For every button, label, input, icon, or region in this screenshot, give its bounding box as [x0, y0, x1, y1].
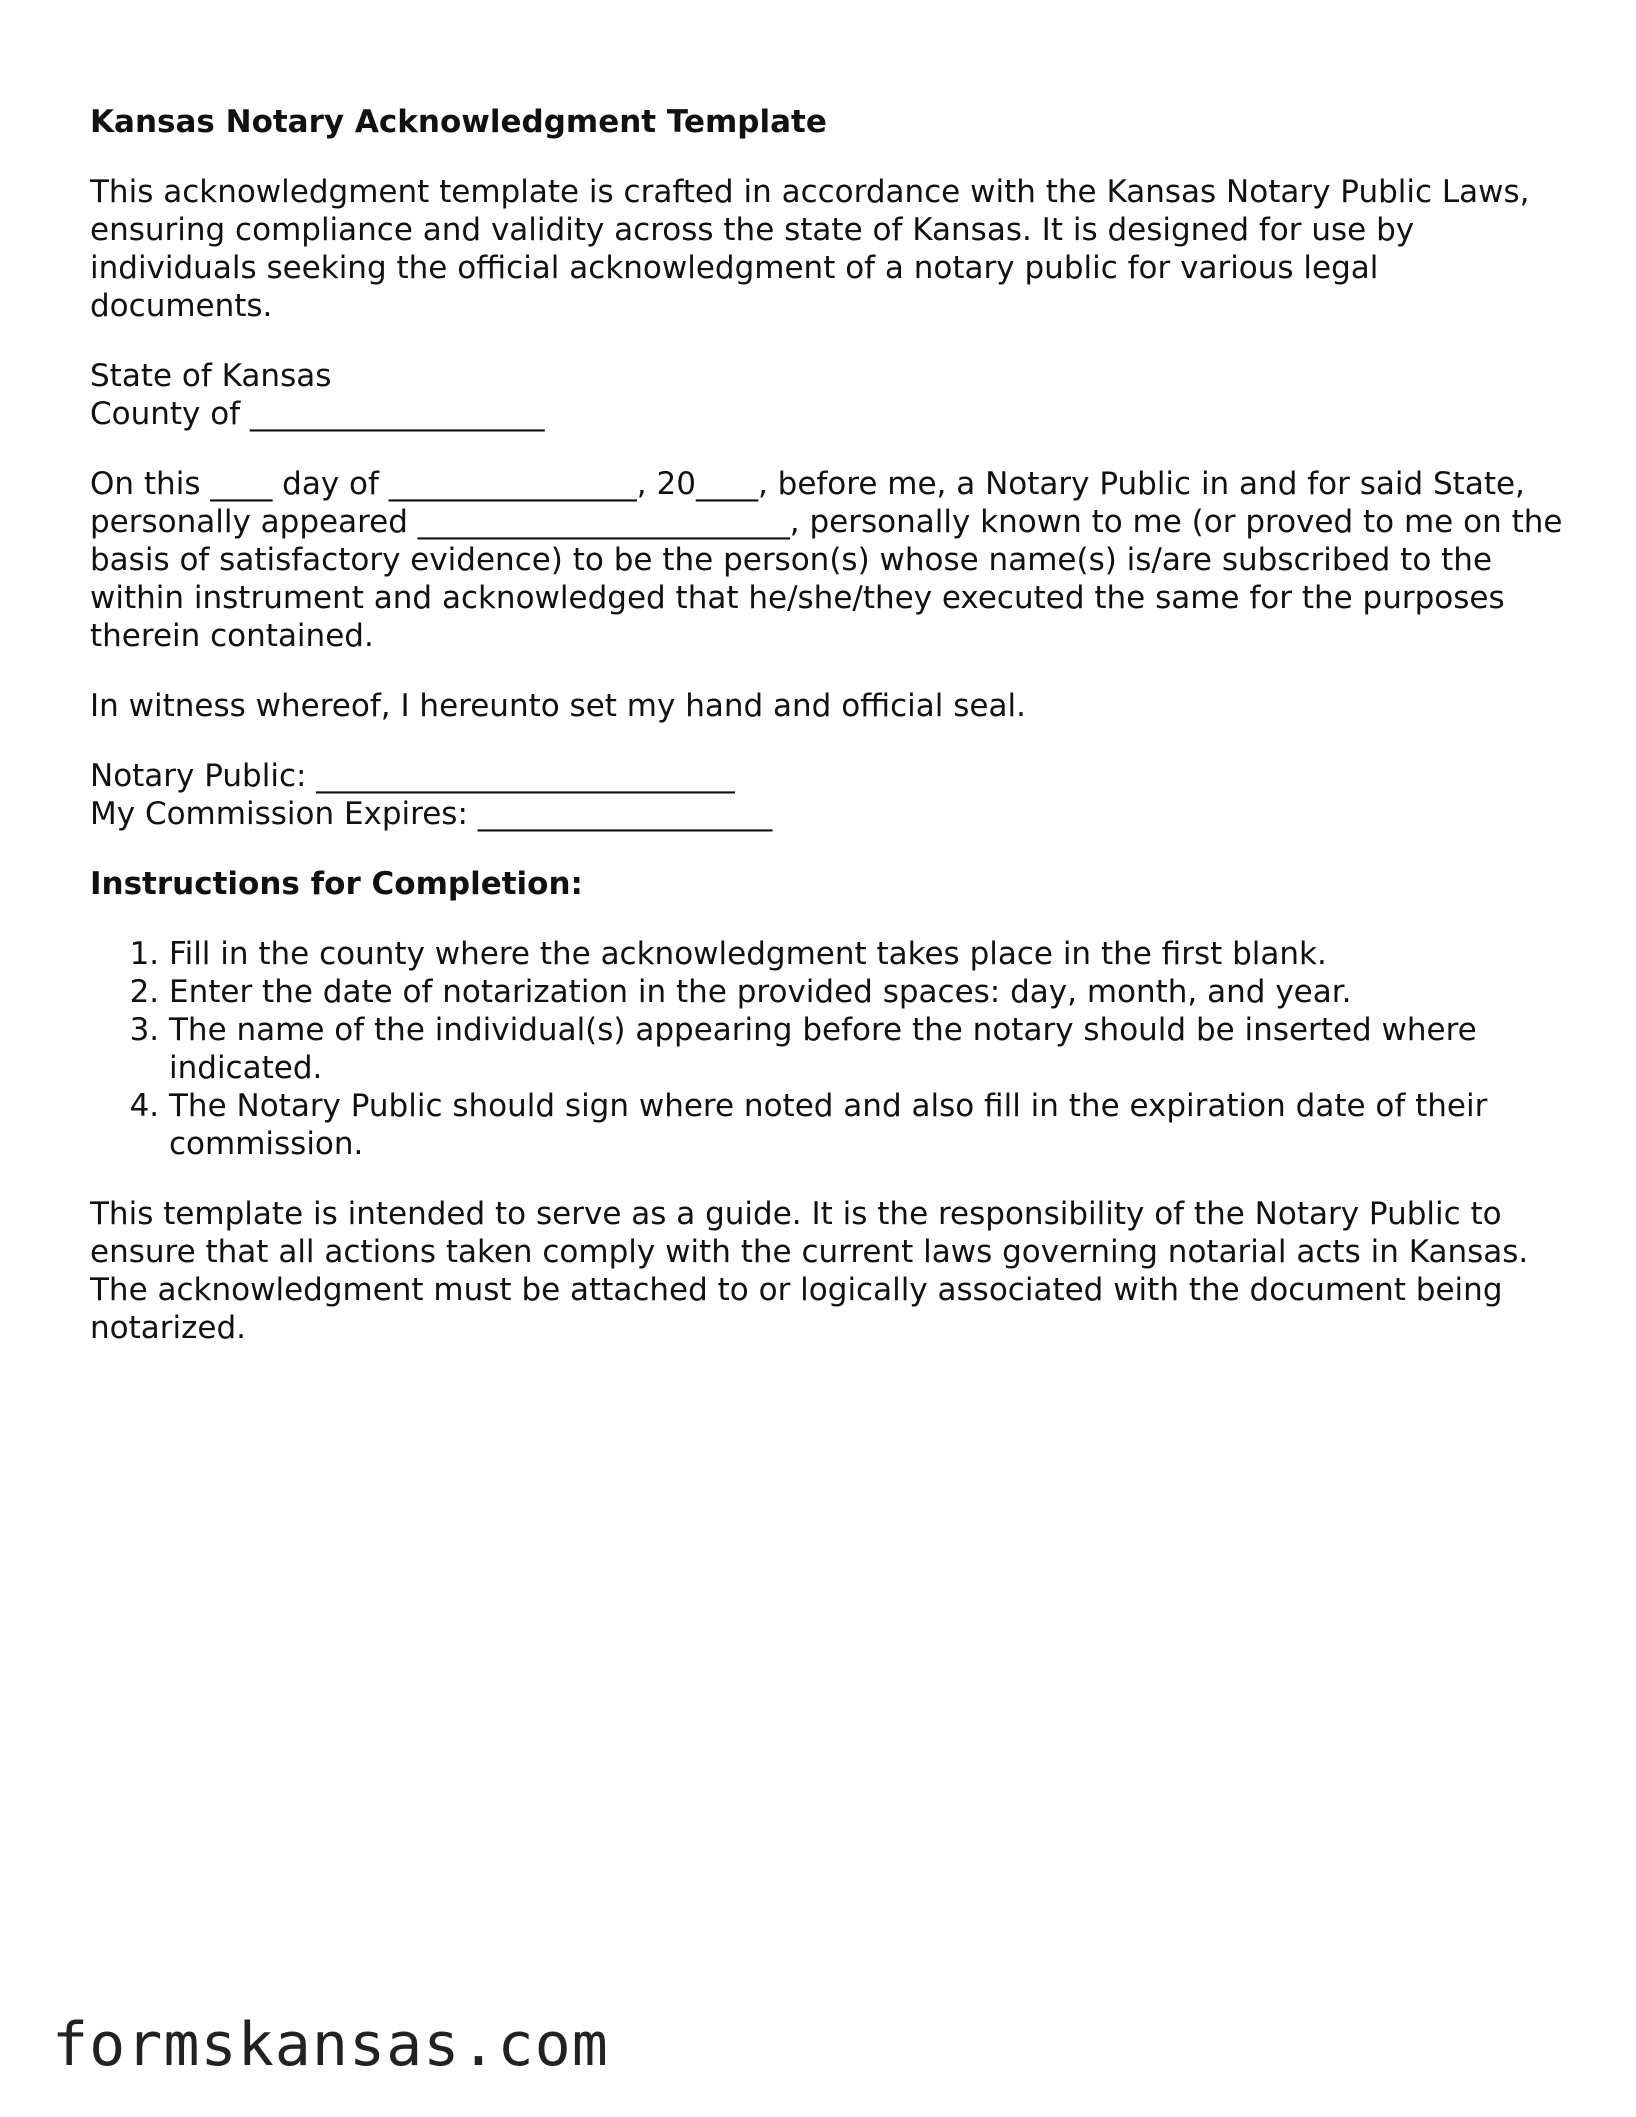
venue-block: [90, 357, 1570, 433]
site-watermark: formskansas.com: [52, 2010, 609, 2080]
list-item: 2. Enter the date of notarization in the provided spaces: day, month, and year.: [169, 973, 1570, 1011]
document-body: [90, 103, 1570, 1379]
instructions-list: [90, 935, 1570, 1163]
list-item: 4. The Notary Public should sign where noted and also fill in the expiration date of their commission.: [169, 1087, 1570, 1163]
commission-expires-line: My Commission Expires: ___________________: [90, 796, 773, 832]
list-item: 1. Fill in the county where the acknowledgment takes place in the first blank.: [169, 935, 1570, 973]
county-line: County of ___________________: [90, 396, 545, 432]
list-item: 3. The name of the individual(s) appearing before the notary should be inserted where indicated.: [169, 1011, 1570, 1087]
state-line: State of Kansas: [90, 358, 332, 394]
acknowledgment-paragraph: On this ____ day of ________________, 20____, before me, a Notary Public in and for said State, personally appeared ________________________, personally known to me (or proved to me on the basis of satisfactory evidence) to be the person(s) whose name(s) is/are subscribed to the within instrument and acknowledged that he/she/they executed the same for the purposes therein contained.: [90, 466, 1563, 654]
signature-block: [90, 757, 1570, 833]
document-title: Kansas Notary Acknowledgment Template: [90, 104, 827, 140]
instructions-heading: Instructions for Completion:: [90, 866, 583, 902]
closing-paragraph: This template is intended to serve as a guide. It is the responsibility of the Notary Public to ensure that all actions taken comply with the current laws governing notarial acts in Kansas. The acknowledgment must be attached to or logically associated with the document being notarized.: [90, 1196, 1529, 1346]
witness-paragraph: In witness whereof, I hereunto set my hand and official seal.: [90, 688, 1026, 724]
intro-paragraph: This acknowledgment template is crafted in accordance with the Kansas Notary Public Laws, ensuring compliance and validity across the state of Kansas. It is designed for use by individuals seeking the official acknowledgment of a notary public for various legal documents.: [90, 174, 1530, 324]
notary-signature-line: Notary Public: ___________________________: [90, 758, 735, 794]
